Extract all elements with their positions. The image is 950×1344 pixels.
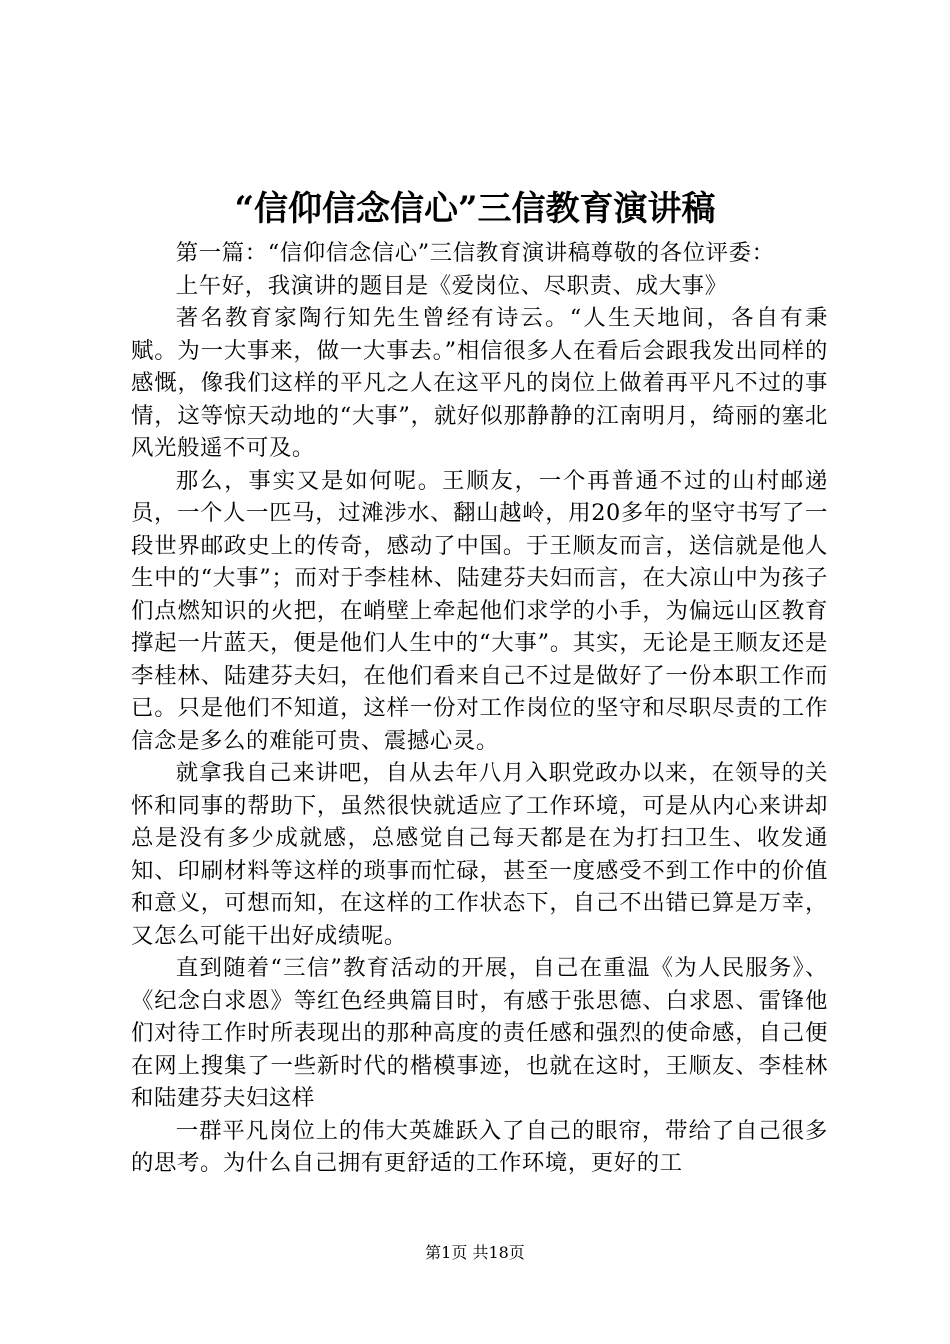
paragraph: 直到随着“三信”教育活动的开展，自己在重温《为人民服务》、《纪念白求恩》等红色经典篇目时，有感于张思德、白求恩、雷锋他们对待工作时所表现出的那种高度的责任感和强烈的使命感，自己便在网上搜集了一些新时代的楷模事迹，也就在这时，王顺友、李桂林和陆建芬夫妇这样 — [131, 955, 828, 1111]
paragraph: 那么，事实又是如何呢。王顺友，一个再普通不过的山村邮递员，一个人一匹马，过滩涉水、翻山越岭，用20多年的坚守书写了一段世界邮政史上的传奇，感动了中国。于王顺友而言，送信就是他人生中的“大事”；而对于李桂林、陆建芬夫妇而言，在大凉山中为孩子们点燃知识的火把，在峭壁上牵起他们求学的小手，为偏远山区教育撑起一片蓝天，便是他们人生中的“大事”。其实，无论是王顺友还是李桂林、陆建芬夫妇，在他们看来自己不过是做好了一份本职工作而已。只是他们不知道，这样一份对工作岗位的坚守和尽职尽责的工作信念是多么的难能可贵、震撼心灵。 — [131, 467, 828, 754]
paragraph: 就拿我自己来讲吧，自从去年八月入职党政办以来，在领导的关怀和同事的帮助下，虽然很快就适应了工作环境，可是从内心来讲却总是没有多少成就感，总感觉自己每天都是在为打扫卫生、收发通知、印刷材料等这样的琐事而忙碌，甚至一度感受不到工作中的价值和意义，可想而知，在这样的工作状态下，自己不出错已算是万幸，又怎么可能干出好成绩呢。 — [131, 760, 828, 949]
paragraph: 第一篇：“信仰信念信心”三信教育演讲稿尊敬的各位评委： — [175, 240, 775, 266]
paragraph: 著名教育家陶行知先生曾经有诗云。“人生天地间，各自有秉赋。为一大事来，做一大事去。”相信很多人在看后会跟我发出同样的感慨，像我们这样的平凡之人在这平凡的岗位上做着再平凡不过的事情，这等惊天动地的“大事”，就好似那静静的江南明月，绮丽的塞北风光般遥不可及。 — [131, 305, 828, 461]
document-title: “信仰信念信心”三信教育演讲稿 — [234, 189, 716, 229]
document-body — [131, 237, 828, 1180]
paragraph: 上午好，我演讲的题目是《爱岗位、尽职责、成大事》 — [175, 272, 728, 299]
page-number-footer: 第1页 共18页 — [425, 1243, 525, 1262]
paragraph: 一群平凡岗位上的伟大英雄跃入了自己的眼帘，带给了自己很多的思考。为什么自己拥有更舒适的工作环境，更好的工 — [131, 1117, 828, 1176]
